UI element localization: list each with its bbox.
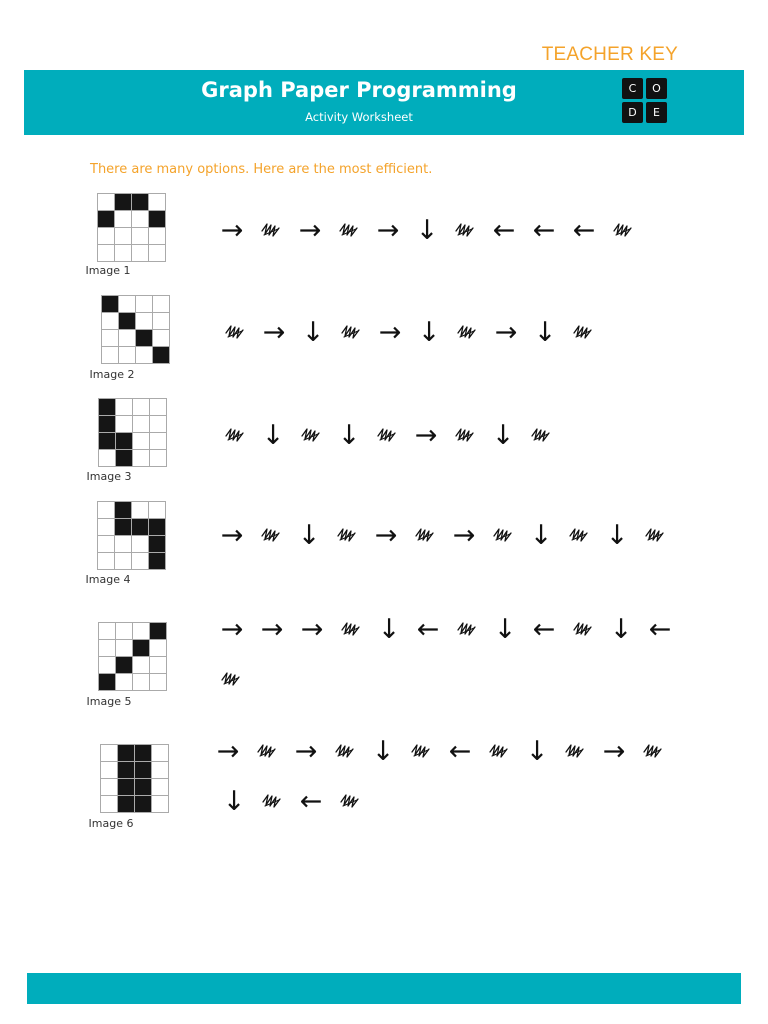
- grid-cell-empty: [132, 228, 149, 245]
- command-sequence: [215, 783, 369, 819]
- grid-cell-empty: [99, 657, 116, 674]
- pixel-grid: [100, 744, 169, 813]
- grid-cell-filled: [118, 762, 135, 779]
- fill-scribble-icon: [604, 212, 642, 248]
- grid-cell-empty: [132, 536, 149, 553]
- arrow-right-icon: →: [452, 519, 476, 551]
- arrow-down-icon: ↓: [222, 785, 246, 817]
- grid-cell-empty: [98, 536, 115, 553]
- fill-scribble-icon: [331, 783, 369, 819]
- fill-scribble-icon: [484, 517, 522, 553]
- grid-cell-filled: [115, 519, 132, 536]
- grid-cell-empty: [136, 347, 153, 364]
- arrow-right-icon: →: [220, 613, 244, 645]
- grid-cell-empty: [149, 194, 166, 211]
- grid-cell-empty: [133, 450, 150, 467]
- grid-cell-empty: [115, 245, 132, 262]
- grid-cell-filled: [133, 640, 150, 657]
- arrow-down-icon: ↓: [491, 419, 515, 451]
- grid-cell-empty: [98, 228, 115, 245]
- grid-cell-filled: [119, 313, 136, 330]
- arrow-right-icon: →: [262, 316, 286, 348]
- grid-cell-filled: [102, 296, 119, 313]
- grid-cell-empty: [149, 502, 166, 519]
- grid-cell-filled: [135, 762, 152, 779]
- grid-cell-empty: [149, 245, 166, 262]
- arrow-right-icon: →: [374, 519, 398, 551]
- command-sequence: [216, 314, 602, 350]
- fill-scribble-icon: [564, 611, 602, 647]
- grid-cell-empty: [116, 623, 133, 640]
- arrow-right-icon: →: [494, 316, 518, 348]
- grid-cell-empty: [152, 762, 169, 779]
- grid-cell-empty: [115, 536, 132, 553]
- arrow-left-icon: ←: [299, 785, 323, 817]
- fill-scribble-icon: [248, 733, 286, 769]
- intro-text: There are many options. Here are the most efficient.: [90, 162, 433, 177]
- grid-cell-empty: [150, 416, 167, 433]
- grid-cell-empty: [133, 433, 150, 450]
- grid-cell-filled: [135, 779, 152, 796]
- arrow-right-icon: →: [220, 519, 244, 551]
- grid-cell-empty: [119, 330, 136, 347]
- page-title: Graph Paper Programming: [201, 78, 517, 102]
- grid-cell-empty: [132, 211, 149, 228]
- arrow-down-icon: ↓: [377, 613, 401, 645]
- grid-cell-empty: [102, 347, 119, 364]
- fill-scribble-icon: [332, 314, 370, 350]
- footer-bar: [27, 973, 741, 1004]
- command-sequence: [212, 212, 642, 248]
- arrow-right-icon: →: [300, 613, 324, 645]
- arrow-down-icon: ↓: [605, 519, 629, 551]
- grid-cell-empty: [132, 553, 149, 570]
- arrow-right-icon: →: [260, 613, 284, 645]
- fill-scribble-icon: [253, 783, 291, 819]
- grid-cell-empty: [116, 416, 133, 433]
- fill-scribble-icon: [332, 611, 370, 647]
- grid-cell-empty: [99, 640, 116, 657]
- logo-letter: D: [622, 102, 643, 123]
- arrow-right-icon: →: [216, 735, 240, 767]
- grid-cell-empty: [116, 674, 133, 691]
- grid-cell-filled: [116, 450, 133, 467]
- pixel-grid: [97, 193, 166, 262]
- grid-cell-filled: [149, 536, 166, 553]
- fill-scribble-icon: [448, 314, 486, 350]
- fill-scribble-icon: [292, 417, 330, 453]
- arrow-right-icon: →: [220, 214, 244, 246]
- grid-cell-filled: [149, 519, 166, 536]
- arrow-left-icon: ←: [572, 214, 596, 246]
- pixel-grid: [98, 622, 167, 691]
- command-sequence: [212, 661, 250, 697]
- arrow-down-icon: ↓: [533, 316, 557, 348]
- grid-cell-empty: [152, 796, 169, 813]
- grid-cell-empty: [133, 416, 150, 433]
- fill-scribble-icon: [216, 417, 254, 453]
- fill-scribble-icon: [212, 661, 250, 697]
- logo-letter: O: [646, 78, 667, 99]
- arrow-right-icon: →: [294, 735, 318, 767]
- grid-cell-empty: [115, 228, 132, 245]
- fill-scribble-icon: [216, 314, 254, 350]
- arrow-down-icon: ↓: [297, 519, 321, 551]
- grid-cell-filled: [118, 745, 135, 762]
- grid-cell-empty: [101, 779, 118, 796]
- grid-cell-filled: [135, 745, 152, 762]
- fill-scribble-icon: [406, 517, 444, 553]
- grid-cell-empty: [149, 228, 166, 245]
- grid-cell-empty: [150, 640, 167, 657]
- grid-cell-empty: [153, 296, 170, 313]
- fill-scribble-icon: [446, 212, 484, 248]
- image-label: Image 6: [88, 817, 134, 830]
- grid-cell-empty: [98, 553, 115, 570]
- fill-scribble-icon: [330, 212, 368, 248]
- command-sequence: [208, 733, 672, 769]
- grid-cell-empty: [101, 745, 118, 762]
- image-label: Image 1: [85, 264, 131, 277]
- grid-cell-empty: [153, 313, 170, 330]
- fill-scribble-icon: [326, 733, 364, 769]
- arrow-right-icon: →: [378, 316, 402, 348]
- pixel-grid: [97, 501, 166, 570]
- fill-scribble-icon: [636, 517, 674, 553]
- fill-scribble-icon: [634, 733, 672, 769]
- fill-scribble-icon: [402, 733, 440, 769]
- grid-cell-empty: [132, 245, 149, 262]
- fill-scribble-icon: [480, 733, 518, 769]
- grid-cell-filled: [118, 796, 135, 813]
- pixel-grid: [98, 398, 167, 467]
- arrow-left-icon: ←: [532, 613, 556, 645]
- arrow-left-icon: ←: [532, 214, 556, 246]
- grid-cell-empty: [150, 674, 167, 691]
- arrow-left-icon: ←: [448, 735, 472, 767]
- grid-cell-empty: [99, 623, 116, 640]
- grid-cell-filled: [99, 433, 116, 450]
- header-banner: [24, 70, 744, 135]
- image-label: Image 3: [86, 470, 132, 483]
- grid-cell-empty: [152, 745, 169, 762]
- grid-cell-empty: [98, 194, 115, 211]
- grid-cell-filled: [136, 330, 153, 347]
- fill-scribble-icon: [560, 517, 598, 553]
- grid-cell-empty: [119, 347, 136, 364]
- grid-cell-filled: [115, 194, 132, 211]
- pixel-grid: [101, 295, 170, 364]
- fill-scribble-icon: [252, 517, 290, 553]
- grid-cell-filled: [116, 657, 133, 674]
- grid-cell-filled: [132, 519, 149, 536]
- image-label: Image 4: [85, 573, 131, 586]
- grid-cell-empty: [136, 313, 153, 330]
- grid-cell-empty: [133, 623, 150, 640]
- logo-letter: E: [646, 102, 667, 123]
- grid-cell-empty: [115, 211, 132, 228]
- fill-scribble-icon: [556, 733, 594, 769]
- grid-cell-empty: [115, 553, 132, 570]
- grid-cell-empty: [98, 245, 115, 262]
- grid-cell-empty: [133, 657, 150, 674]
- grid-cell-empty: [116, 399, 133, 416]
- grid-cell-filled: [115, 502, 132, 519]
- grid-cell-filled: [118, 779, 135, 796]
- code-logo: [622, 78, 668, 124]
- grid-cell-empty: [153, 330, 170, 347]
- grid-cell-empty: [150, 450, 167, 467]
- arrow-right-icon: →: [602, 735, 626, 767]
- grid-cell-filled: [99, 674, 116, 691]
- grid-cell-filled: [98, 211, 115, 228]
- grid-cell-empty: [101, 796, 118, 813]
- command-sequence: [212, 517, 674, 553]
- image-label: Image 5: [86, 695, 132, 708]
- arrow-left-icon: ←: [492, 214, 516, 246]
- grid-cell-filled: [99, 399, 116, 416]
- arrow-down-icon: ↓: [301, 316, 325, 348]
- grid-cell-filled: [149, 553, 166, 570]
- arrow-right-icon: →: [298, 214, 322, 246]
- fill-scribble-icon: [328, 517, 366, 553]
- grid-cell-empty: [116, 640, 133, 657]
- arrow-down-icon: ↓: [529, 519, 553, 551]
- grid-cell-empty: [98, 502, 115, 519]
- arrow-down-icon: ↓: [417, 316, 441, 348]
- teacher-key-label: TEACHER KEY: [541, 44, 678, 65]
- arrow-right-icon: →: [376, 214, 400, 246]
- arrow-down-icon: ↓: [371, 735, 395, 767]
- grid-cell-empty: [132, 502, 149, 519]
- grid-cell-empty: [136, 296, 153, 313]
- grid-cell-filled: [99, 416, 116, 433]
- grid-cell-empty: [102, 313, 119, 330]
- arrow-left-icon: ←: [648, 613, 672, 645]
- grid-cell-empty: [133, 399, 150, 416]
- grid-cell-filled: [153, 347, 170, 364]
- fill-scribble-icon: [252, 212, 290, 248]
- logo-letter: C: [622, 78, 643, 99]
- arrow-down-icon: ↓: [525, 735, 549, 767]
- page-subtitle: Activity Worksheet: [305, 110, 413, 124]
- grid-cell-empty: [150, 399, 167, 416]
- arrow-down-icon: ↓: [493, 613, 517, 645]
- arrow-down-icon: ↓: [415, 214, 439, 246]
- grid-cell-filled: [132, 194, 149, 211]
- fill-scribble-icon: [446, 417, 484, 453]
- arrow-down-icon: ↓: [609, 613, 633, 645]
- image-label: Image 2: [89, 368, 135, 381]
- grid-cell-filled: [150, 623, 167, 640]
- command-sequence: [216, 417, 560, 453]
- fill-scribble-icon: [448, 611, 486, 647]
- fill-scribble-icon: [564, 314, 602, 350]
- grid-cell-filled: [135, 796, 152, 813]
- grid-cell-empty: [99, 450, 116, 467]
- arrow-down-icon: ↓: [337, 419, 361, 451]
- arrow-down-icon: ↓: [261, 419, 285, 451]
- fill-scribble-icon: [368, 417, 406, 453]
- command-sequence: [212, 611, 680, 647]
- grid-cell-empty: [101, 762, 118, 779]
- grid-cell-filled: [116, 433, 133, 450]
- grid-cell-empty: [102, 330, 119, 347]
- grid-cell-empty: [133, 674, 150, 691]
- grid-cell-empty: [150, 657, 167, 674]
- grid-cell-empty: [119, 296, 136, 313]
- grid-cell-empty: [152, 779, 169, 796]
- grid-cell-empty: [150, 433, 167, 450]
- grid-cell-filled: [149, 211, 166, 228]
- arrow-right-icon: →: [414, 419, 438, 451]
- grid-cell-empty: [98, 519, 115, 536]
- fill-scribble-icon: [522, 417, 560, 453]
- arrow-left-icon: ←: [416, 613, 440, 645]
